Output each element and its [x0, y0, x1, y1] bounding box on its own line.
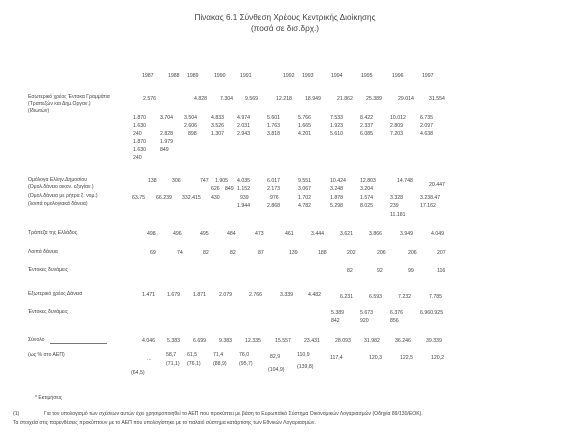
footnote-marker: (1) [13, 411, 20, 417]
table-cell: 39.339 [426, 338, 442, 344]
table-cell: 6.376 [390, 310, 403, 316]
table-cell: 240 [133, 155, 142, 161]
table-cell: 626 [211, 186, 220, 192]
table-cell: 2.173 [267, 186, 280, 192]
row-label: (ως % στο ΑΕΠ) [28, 352, 65, 358]
table-cell: 1.679 [167, 292, 180, 298]
table-cell: 430 [211, 195, 220, 201]
table-cell: 3.949 [400, 231, 413, 237]
year-cell: 1992 [283, 73, 295, 79]
table-cell: 2.943 [237, 131, 250, 137]
table-cell: 3.504 [184, 115, 197, 121]
table-cell: 4.035 [237, 178, 250, 184]
table-cell: 9.551 [298, 178, 311, 184]
table-cell: 898 [188, 131, 197, 137]
table-cell: 4.638 [420, 131, 433, 137]
table-cell: 202 [347, 250, 356, 256]
table-cell: 36.246 [395, 338, 411, 344]
table-cell: 473 [255, 231, 264, 237]
year-cell: 1995 [361, 73, 373, 79]
table-cell: 3.704 [160, 115, 173, 121]
table-cell: 5.766 [298, 115, 311, 121]
table-cell: 31.554 [429, 96, 445, 102]
table-cell: 7.232 [398, 294, 411, 300]
table-cell: 976 [270, 195, 279, 201]
table-cell: 110,9 [297, 352, 310, 358]
row-label: Εσωτερικό χρέος Έντοκα Γραμμάτια [28, 94, 110, 100]
table-cell: 23.431 [304, 338, 320, 344]
year-cell: 1990 [214, 73, 226, 79]
table-cell: 240 [133, 131, 142, 137]
table-cell: (88,9) [213, 361, 227, 367]
row-label: Έντοκες δυνάμεις [28, 267, 68, 273]
table-cell: 496 [173, 231, 182, 237]
table-cell: 2.097 [420, 123, 433, 129]
footnote-2: Τα στοιχεία στις παρενθέσεις προκύπτουν με το ΑΕΠ που υπολογίστηκε με το παλαιό σύστημα κατάρτισης των Εθνικών Λογαριασμών. [13, 420, 316, 426]
row-label: (Ιδιωτών) [28, 108, 50, 114]
table-cell: 1.871 [193, 292, 206, 298]
table-cell: 139 [289, 250, 298, 256]
table-cell: 4.201 [298, 131, 311, 137]
table-cell: 20.447 [429, 182, 445, 188]
table-cell: 63.75 [132, 195, 145, 201]
table-cell: (95,7) [239, 361, 253, 367]
table-cell: 332.415 [182, 195, 201, 201]
table-cell: 306 [172, 178, 181, 184]
table-cell: 1.630 [133, 147, 146, 153]
table-cell: 69 [150, 250, 156, 256]
row-label: (Τραπεζών και Δημ.Οργαν.) [28, 101, 91, 107]
table-cell: 2.606 [184, 123, 197, 129]
table-cell: 138 [148, 178, 157, 184]
table-cell: 2.766 [249, 292, 262, 298]
table-cell: 31.982 [364, 338, 380, 344]
year-cell: 1991 [240, 73, 252, 79]
table-cell: 1.979 [160, 139, 173, 145]
table-cell: 21.862 [337, 96, 353, 102]
table-cell: 484 [227, 231, 236, 237]
table-cell: 5.601 [267, 115, 280, 121]
total-underline [50, 343, 107, 344]
table-cell: 61,5 [187, 352, 198, 358]
table-cell: 239 [390, 203, 399, 209]
year-cell: 1994 [331, 73, 343, 79]
table-cell: 28.093 [335, 338, 351, 344]
table-cell: 495 [200, 231, 209, 237]
table-cell: 5.673 [360, 310, 373, 316]
table-title: Πίνακας 6.1 Σύνθεση Χρέους Κεντρικής Διοίκησης [194, 13, 376, 22]
table-cell: 1.574 [360, 195, 373, 201]
row-label: Εξωτερικό χρέος Δάνεια [28, 291, 83, 297]
table-cell: (104,9) [268, 367, 285, 373]
row-label: (λοιπά ομολογιακά δάνεια) [28, 201, 88, 207]
table-cell: 18.949 [305, 96, 321, 102]
table-cell: 2.031 [237, 123, 250, 129]
table-cell: 849 [225, 186, 234, 192]
table-cell: 2.576 [143, 96, 156, 102]
table-cell: 15.557 [275, 338, 291, 344]
year-cell: 1987 [142, 73, 154, 79]
table-cell: 188 [318, 250, 327, 256]
table-cell: 4.833 [211, 115, 224, 121]
table-cell: 206 [377, 250, 386, 256]
table-cell: 82,9 [270, 354, 281, 360]
table-cell: 1.307 [211, 131, 224, 137]
table-cell: 2.828 [160, 131, 173, 137]
table-cell: 1.944 [237, 203, 250, 209]
table-subtitle: (ποσά σε δισ.δρχ.) [250, 24, 320, 33]
table-cell: 5.383 [167, 338, 180, 344]
table-cell: 71,4 [213, 352, 224, 358]
table-cell: 82 [230, 250, 236, 256]
table-cell: 82 [203, 250, 209, 256]
table-cell: (139,8) [297, 364, 314, 370]
table-cell: 58,7 [166, 352, 177, 358]
table-cell: 9.569 [245, 96, 258, 102]
table-cell: 6.017 [267, 178, 280, 184]
table-cell: 2.079 [219, 292, 232, 298]
table-cell: 1.630 [133, 123, 146, 129]
table-cell: 7.203 [390, 131, 403, 137]
table-cell: 122,5 [400, 355, 413, 361]
table-cell: (76,1) [187, 361, 201, 367]
table-cell: 3.238.47 [420, 195, 441, 201]
table-cell: 29.014 [398, 96, 414, 102]
table-cell: 14.748 [397, 178, 413, 184]
table-cell: 3.204 [360, 186, 373, 192]
table-cell: 5.610 [330, 131, 343, 137]
table-cell: 1.152 [237, 186, 250, 192]
table-cell: 5.298 [330, 203, 343, 209]
row-label: Λοιπά δάνεια [28, 249, 58, 255]
table-cell: 498 [147, 231, 156, 237]
table-cell: 6.231 [340, 294, 353, 300]
table-cell: 1.878 [330, 195, 343, 201]
table-cell: 3.067 [298, 186, 311, 192]
table-cell: 12.335 [245, 338, 261, 344]
table-cell: 92 [377, 268, 383, 274]
table-cell: 6.085 [360, 131, 373, 137]
table-cell: 6.699 [193, 338, 206, 344]
table-cell: 747 [200, 178, 209, 184]
table-cell: ... [147, 356, 152, 362]
table-cell: 3.866 [369, 231, 382, 237]
table-cell: 3.339 [280, 292, 293, 298]
table-cell: 7.785 [429, 294, 442, 300]
year-cell: 1997 [422, 73, 434, 79]
table-cell: 10.012 [390, 115, 406, 121]
table-cell: 3.621 [340, 231, 353, 237]
table-cell: 1.471 [142, 292, 155, 298]
table-cell: 25.389 [366, 96, 382, 102]
table-cell: 6.960.925 [420, 310, 444, 316]
estimate-note: * Εκτιμήσεις [35, 395, 63, 401]
table-cell: 920 [360, 318, 369, 324]
table-cell: 120,2 [431, 355, 444, 361]
table-cell: 3.818 [267, 131, 280, 137]
table-cell: 1.702 [298, 195, 311, 201]
table-cell: 1.665 [298, 123, 311, 129]
table-cell: 76,0 [239, 352, 250, 358]
table-cell: 3.328 [390, 195, 403, 201]
table-cell: 2.868 [267, 203, 280, 209]
table-cell: 10.424 [330, 178, 346, 184]
table-cell: 1.923 [330, 123, 343, 129]
table-cell: 3.526 [211, 123, 224, 129]
table-cell: (71,1) [166, 361, 180, 367]
table-cell: 1.905 [215, 178, 228, 184]
table-cell: 4.782 [298, 203, 311, 209]
table-cell: 117,4 [330, 355, 343, 361]
year-cell: 1988 [168, 73, 180, 79]
table-cell: 1.870 [133, 115, 146, 121]
table-cell: 461 [285, 231, 294, 237]
table-cell: 66.239 [156, 195, 172, 201]
table-cell: 207 [437, 250, 446, 256]
year-cell: 1989 [187, 73, 199, 79]
table-cell: 2.809 [390, 123, 403, 129]
table-cell: 939 [240, 195, 249, 201]
table-cell: 87 [258, 250, 264, 256]
table-cell: 6.593 [369, 294, 382, 300]
year-cell: 1993 [302, 73, 314, 79]
table-cell: 8.025 [360, 203, 373, 209]
table-cell: 9.383 [219, 338, 232, 344]
table-cell: 120,3 [369, 355, 382, 361]
row-label: Τράπεζα της Ελλάδος [28, 230, 78, 236]
year-cell: 1996 [392, 73, 404, 79]
table-cell: 6.735 [420, 115, 433, 121]
table-cell: 12.218 [276, 96, 292, 102]
table-cell: 849 [160, 147, 169, 153]
table-cell: 3.248 [330, 186, 343, 192]
table-cell: 856 [390, 318, 399, 324]
table-cell: 4.049 [431, 231, 444, 237]
table-cell: 99 [408, 268, 414, 274]
row-label: (Ομολ.δάνειο οικον. εξυγίαν.) [28, 184, 94, 190]
table-cell: 4.974 [237, 115, 250, 121]
table-cell: 842 [331, 318, 340, 324]
table-cell: 2.337 [360, 123, 373, 129]
table-cell: 74 [177, 250, 183, 256]
row-label: Έντοκες δυνάμεις [28, 309, 68, 315]
table-cell: 17.162 [420, 203, 436, 209]
table-cell: 7.533 [330, 115, 343, 121]
table-cell: 12.803 [360, 178, 376, 184]
table-cell: 116 [437, 268, 446, 274]
table-cell: 4.482 [308, 292, 321, 298]
table-cell: 8.422 [360, 115, 373, 121]
table-cell: 1.870 [133, 139, 146, 145]
footnote-1: Για τον υπολογισμό των σχέσεων αυτών έχει χρησιμοποιηθεί το ΑΕΠ που προκύπτει με βάση το Ευρωπαϊκό Σύστημα Οικονομικών Λογαριασμών (Οδηγία 89/130/ΕΟΚ). [44, 411, 423, 417]
table-cell: 82 [347, 268, 353, 274]
table-cell: 5.389 [331, 310, 344, 316]
table-cell: 11.181 [390, 212, 406, 218]
table-cell: 4.828 [194, 96, 207, 102]
row-label: (Ομολ.δάνεια με ρήτρα ξ. νομ.) [28, 193, 98, 199]
row-label: Σύνολο [28, 337, 45, 343]
table-cell: (64,5) [131, 370, 145, 376]
table-cell: 1.763 [267, 123, 280, 129]
table-cell: 7.304 [220, 96, 233, 102]
table-cell: 4.046 [142, 338, 155, 344]
row-label: Ομόλογα Ελλην.Δημοσίου [28, 177, 88, 183]
table-cell: 3.444 [311, 231, 324, 237]
table-cell: 206 [408, 250, 417, 256]
